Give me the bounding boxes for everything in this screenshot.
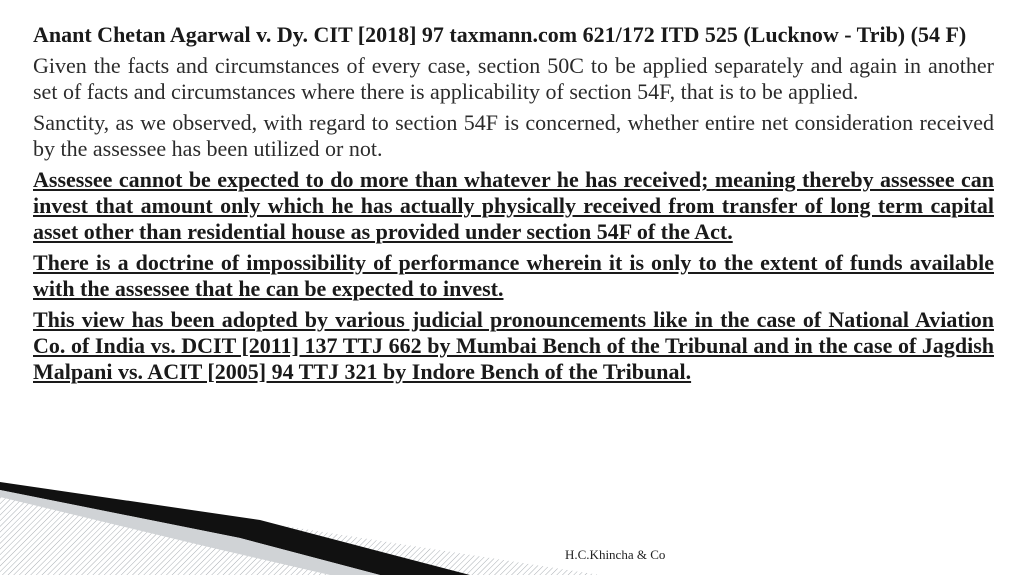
case-heading: Anant Chetan Agarwal v. Dy. CIT [2018] 97 taxmann.com 621/172 ITD 525 (Lucknow - Trib) (54 F) [33, 22, 967, 47]
paragraph-assessee-investment: Assessee cannot be expected to do more than whatever he has received; meaning thereby assessee can invest that amount only which he has actually physically received from transfer of long term capital asset other than residential house as provided under section 54F of the Act. [33, 167, 994, 244]
paragraph-section-50c: Given the facts and circumstances of every case, section 50C to be applied separately and again in another set of facts and circumstances where there is applicability of section 54F, that is to be applied. [33, 53, 994, 104]
slide-body [33, 22, 994, 390]
paragraph-judicial-pronouncements: This view has been adopted by various judicial pronouncements like in the case of National Aviation Co. of India vs. DCIT [2011] 137 TTJ 662 by Mumbai Bench of the Tribunal and in the case of Jagdish Malpani vs. ACIT [2005] 94 TTJ 321 by Indore Bench of the Tribunal. [33, 307, 994, 384]
paragraph-sanctity: Sanctity, as we observed, with regard to section 54F is concerned, whether entire net consideration received by the assessee has been utilized or not. [33, 110, 994, 161]
paragraph-doctrine-impossibility: There is a doctrine of impossibility of performance wherein it is only to the extent of funds available with the assessee that he can be expected to invest. [33, 250, 994, 301]
footer-firm-name: H.C.Khincha & Co [565, 547, 666, 562]
